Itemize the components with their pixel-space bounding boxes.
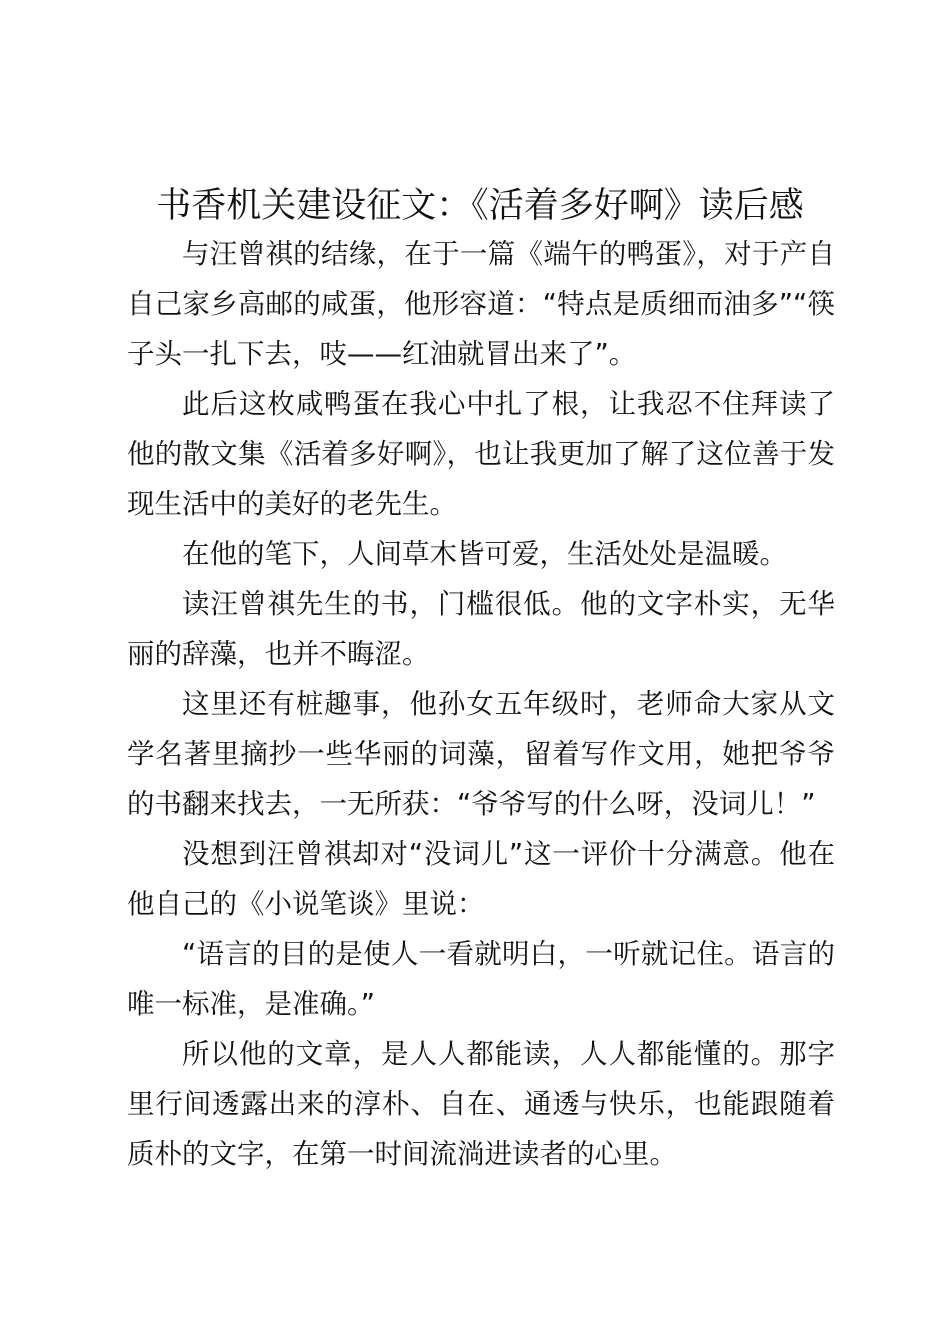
- paragraph-4: 读汪曾祺先生的书，门槛很低。他的文字朴实，无华丽的辞藻，也并不晦涩。: [127, 588, 835, 670]
- paragraph-7-quote: “语言的目的是使人一看就明白，一听就记住。语言的唯一标准，是准确。”: [127, 938, 835, 1020]
- paragraph-2: 此后这枚咸鸭蛋在我心中扎了根，让我忍不住拜读了他的散文集《活着多好啊》，也让我更加了解了这位善于发现生活中的美好的老先生。: [127, 388, 835, 520]
- paragraph-5: 这里还有桩趣事，他孙女五年级时，老师命大家从文学名著里摘抄一些华丽的词藻，留着写作文用，她把爷爷的书翻来找去，一无所获：“爷爷写的什么呀，没词儿！”: [127, 688, 835, 820]
- paragraph-1: 与汪曾祺的结缘，在于一篇《端午的鸭蛋》，对于产自自己家乡高邮的咸蛋，他形容道：“特点是质细而油多”“筷子头一扎下去，吱——红油就冒出来了”。: [127, 238, 835, 370]
- page-title: 书香机关建设征文：《活着多好啊》读后感: [156, 186, 804, 226]
- article-body: [127, 229, 835, 1179]
- paragraph-8: 所以他的文章，是人人都能读，人人都能懂的。那字里行间透露出来的淳朴、自在、通透与快乐，也能跟随着质朴的文字，在第一时间流淌进读者的心里。: [127, 1038, 835, 1170]
- paragraph-6: 没想到汪曾祺却对“没词儿”这一评价十分满意。他在他自己的《小说笔谈》里说：: [127, 838, 835, 920]
- paragraph-3: 在他的笔下，人间草木皆可爱，生活处处是温暖。: [182, 538, 787, 570]
